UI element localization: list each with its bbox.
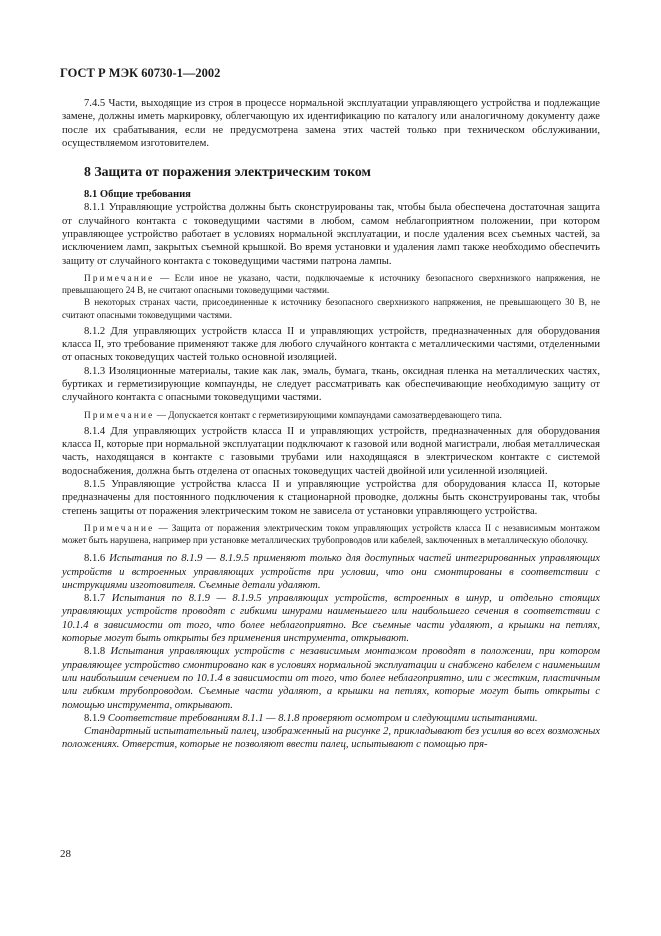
clause-8-1-8 — [62, 645, 600, 711]
subsection-title: 8.1 Общие требования — [84, 189, 191, 201]
note-label: Примечание — [84, 272, 155, 283]
note-label: Примечание — [84, 409, 155, 420]
document-header: ГОСТ Р МЭК 60730-1—2002 — [60, 66, 221, 80]
note-2 — [62, 409, 600, 421]
note-1-continued: В некоторых странах части, присоединенные к источнику безопасного сверхнизкого напряжения, не превышающего 30 В, не считают опасными токоведущими частями. — [62, 297, 600, 320]
note-1-text: — Если иное не указано, части, подключаемые к источнику безопасного сверхнизкого напряжения, не превышающего 24 В, не считают опасными токоведущими частями. — [62, 272, 600, 296]
clause-number: 8.1.7 — [84, 593, 112, 605]
clause-8-1-6-text: Испытания по 8.1.9 — 8.1.9.5 применяют только для доступных частей интегрированных управляющих устройств и встроенных управляющих устройств при условии, что они смонтированы в соответствии с инструкциями изготовителя. Съемные детали удаляют. — [62, 553, 600, 591]
clause-8-1-7-text: Испытания по 8.1.9 — 8.1.9.5 управляющих устройств, встроенных в шнур, и отдельно стоящих управляющих устройств проводят с гибкими шнурами наименьшего или наибольшего сечения в соответствии с 10.1.4 в зависимости от того, что более неблагоприятно. Все съемные части удаляют, а крышки на петлях, которые могут быть открыты без применения инструмента, открывают. — [62, 593, 600, 645]
note-label: Примечание — [84, 522, 155, 533]
clause-8-1-9-text: Соответствие требованиям 8.1.1 — 8.1.8 проверяют осмотром и следующими испытаниями. — [107, 712, 538, 724]
clause-8-1-5: 8.1.5 Управляющие устройства класса II и управляющие устройства для оборудования класса II, которые предназначены для постоянного подключения к стационарной проводке, должны быть сконструированы так, чтобы степень защиты от поражения электрическим током не зависела от установки управляющего устройства. — [62, 478, 600, 517]
section-title: 8 Защита от поражения электрическим током — [84, 164, 371, 180]
page-number: 28 — [60, 848, 71, 860]
clause-8-1-2: 8.1.2 Для управляющих устройств класса II и управляющих устройств, предназначенных для оборудования класса II, это требование применяют также для любого случайного контакта с металлическими частями, отделенными от опасных токоведущих частей только основной изоляцией. — [62, 325, 600, 364]
page-content — [62, 97, 600, 752]
note-3-text: — Защита от поражения электрическим током управляющих устройств класса II с независимым монтажом может быть нарушена, например при установке металлических трубопроводов или кабелей, заключенных в металлическую оболочку. — [62, 522, 600, 546]
note-1 — [62, 272, 600, 296]
note-3 — [62, 522, 600, 546]
clause-8-1-6 — [62, 552, 600, 592]
clause-8-1-4: 8.1.4 Для управляющих устройств класса II и управляющих устройств, предназначенных для оборудования класса II, которые при нормальной эксплуатации подключают к газовой или водной магистрали, любая металлическая часть, находящаяся в контакте с газовыми трубами или находящаяся в электрическом контакте с системой водоснабжения, должна быть отделена от опасных токоведущих частей двойной или усиленной изоляцией. — [62, 425, 600, 477]
clause-7-4-5: 7.4.5 Части, выходящие из строя в процессе нормальной эксплуатации управляющего устройства и подлежащие замене, должны иметь маркировку, облегчающую их идентификацию по каталогу или аналогичному документу даже после их срабатывания, если не предусмотрена замена этих частей только при техническом обслуживании, осуществляемом изготовителем. — [62, 98, 600, 149]
clause-8-1-7 — [62, 592, 600, 645]
clause-8-1-1: 8.1.1 Управляющие устройства должны быть сконструированы так, чтобы была обеспечена достаточная защита от случайного контакта с токоведущими частями в любом, самом неблагоприятном положении, при котором управляющее устройство работает в условиях нормальной эксплуатации, и после удаления всех съемных частей, за исключением ламп, закрытых съемной крышкой. Во время установки и удаления ламп также необходимо обеспечить защиту от случайного контакта с токоведущими частями патрона лампы. — [62, 202, 600, 267]
clause-8-1-8-text: Испытания управляющих устройств с независимым монтажом проводят в положении, при котором управляющее устройство смонтировано как в условиях нормальной эксплуатации и снабжено кабелем с наименьшим или наибольшим сечением по 10.1.4 в зависимости от того, что более неблагоприятно, или с жестким, пластичным или гибким трубопроводом. Съемные части удаляют, а крышки на петлях, которые могут быть открыты с помощью инструмента, открывают. — [62, 646, 600, 711]
note-2-text: — Допускается контакт с герметизирующими компаундами самозатвердевающего типа. — [154, 409, 502, 420]
clause-8-1-9 — [62, 712, 600, 725]
clause-8-1-3: 8.1.3 Изоляционные материалы, такие как лак, эмаль, бумага, ткань, оксидная пленка на металлических частях, буртиках и герметизирующие компаунды, не следует рассматривать как обеспечивающие необходимую защиту от случайного контакта с опасными токоведущими частями. — [62, 365, 600, 404]
clause-8-1-9-continued: Стандартный испытательный палец, изображенный на рисунке 2, прикладывают без усилия во всех возможных положениях. Отверстия, которые не позволяют ввести палец, испытывают с помощью пря- — [62, 726, 600, 751]
clause-number: 8.1.6 — [84, 553, 110, 565]
clause-number: 8.1.9 — [84, 712, 108, 724]
clause-number: 8.1.8 — [84, 646, 111, 658]
